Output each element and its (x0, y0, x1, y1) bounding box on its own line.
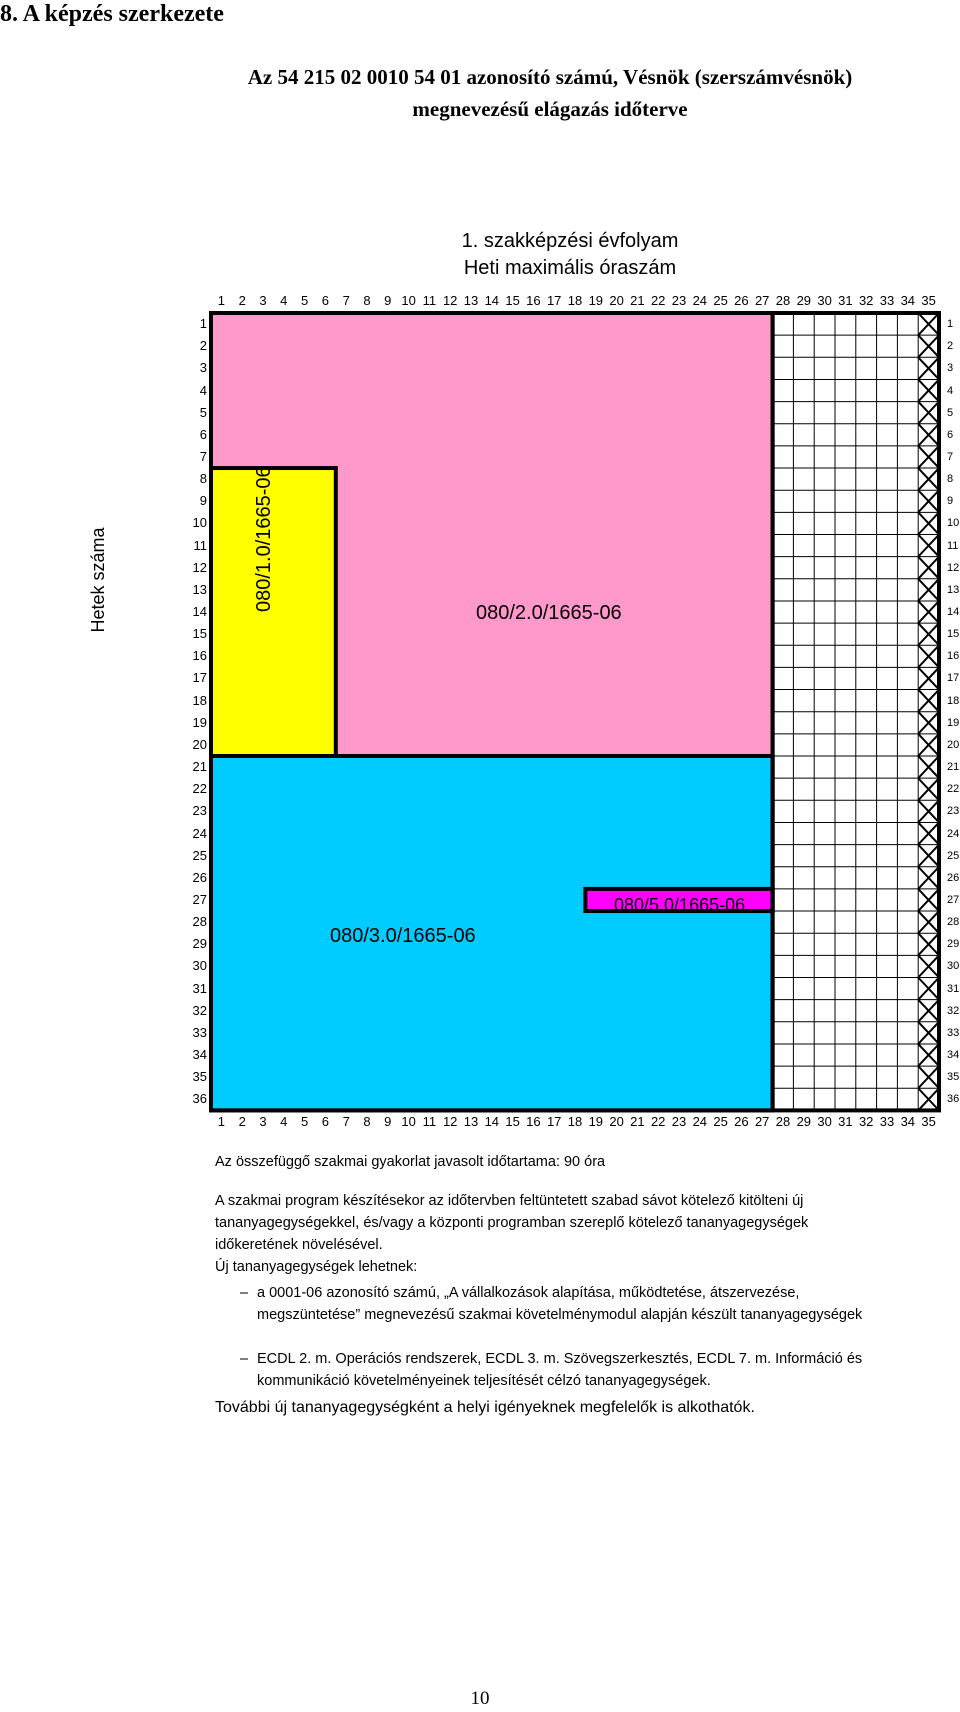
row-label-left: 35 (192, 1069, 207, 1085)
column-label-top: 31 (838, 293, 853, 308)
row-label-right: 24 (947, 827, 960, 840)
row-label-left: 13 (192, 581, 207, 597)
column-label-top: 20 (609, 293, 624, 308)
column-label-top: 12 (442, 293, 458, 308)
bullet1-line-1: a 0001-06 azonosító számú, „A vállalkozások alapítása, működtetése, átszervezése, (257, 1285, 800, 1301)
column-label-top: 22 (650, 293, 666, 308)
row-label-left: 25 (192, 847, 207, 863)
row-label-left: 7 (199, 448, 207, 464)
row-label-left: 16 (192, 648, 207, 664)
page-number: 10 (470, 1688, 490, 1709)
row-label-left: 8 (199, 471, 207, 487)
row-label-left: 12 (192, 559, 207, 575)
column-label-bottom: 25 (713, 1114, 728, 1130)
column-label-bottom: 1 (217, 1114, 225, 1130)
row-label-right: 15 (947, 628, 960, 641)
column-label-top: 26 (734, 293, 749, 308)
row-label-left: 19 (192, 714, 207, 730)
bullet1-line-2: megszüntetése” megnevezésű szakmai követelménymodul alapján készült tananyagegységek (257, 1307, 863, 1323)
column-label-bottom: 17 (546, 1114, 562, 1130)
row-label-left: 3 (199, 360, 207, 376)
block-label-080-3: 080/3.0/1665-06 (330, 925, 476, 947)
row-label-right: 35 (947, 1071, 960, 1084)
column-label-bottom: 32 (858, 1114, 874, 1130)
row-label-right: 23 (947, 805, 960, 818)
paragraph-line-1: A szakmai program készítésekor az időtervben feltüntetett szabad sávot kötelező kitölteni új (215, 1193, 804, 1209)
column-label-bottom: 13 (463, 1114, 479, 1130)
column-label-top: 19 (588, 293, 604, 308)
row-label-left: 34 (192, 1047, 207, 1063)
row-label-right: 21 (947, 761, 960, 774)
row-label-left: 30 (192, 958, 207, 974)
column-label-bottom: 7 (342, 1114, 350, 1130)
row-label-right: 14 (947, 606, 960, 619)
column-label-bottom: 10 (401, 1114, 416, 1130)
row-label-right: 29 (947, 938, 960, 951)
row-label-right: 3 (947, 362, 954, 375)
row-label-left: 17 (192, 670, 207, 686)
column-label-top: 11 (422, 293, 437, 308)
row-label-left: 9 (199, 493, 207, 509)
column-label-top: 29 (796, 293, 812, 308)
column-label-top: 9 (384, 293, 392, 308)
row-label-left: 15 (192, 626, 207, 642)
row-label-left: 20 (192, 736, 207, 752)
column-label-bottom: 22 (650, 1114, 666, 1130)
row-label-left: 18 (192, 692, 207, 708)
chart-caption-grade: 1. szakképzési évfolyam (461, 230, 679, 252)
column-label-top: 4 (280, 293, 288, 308)
row-label-left: 14 (192, 604, 207, 620)
row-label-right: 27 (947, 893, 960, 906)
column-label-top: 6 (321, 293, 329, 308)
column-label-bottom: 23 (671, 1114, 687, 1130)
column-label-bottom: 28 (775, 1114, 791, 1130)
closing-line: További új tananyagegységként a helyi igényeknek megfelelők is alkothatók. (215, 1399, 755, 1416)
row-label-right: 5 (947, 406, 954, 419)
row-label-right: 32 (947, 1004, 960, 1017)
row-label-left: 1 (199, 316, 207, 332)
column-label-top: 34 (900, 293, 916, 308)
row-label-right: 10 (947, 517, 960, 530)
column-label-bottom: 19 (588, 1114, 604, 1130)
row-label-left: 21 (192, 759, 207, 775)
row-label-left: 24 (192, 825, 207, 841)
row-label-left: 32 (192, 1002, 207, 1018)
row-label-left: 29 (192, 936, 207, 952)
row-label-right: 34 (947, 1049, 960, 1062)
row-label-right: 28 (947, 916, 960, 929)
row-label-right: 31 (947, 982, 960, 995)
row-label-left: 10 (192, 515, 207, 531)
row-label-right: 11 (947, 539, 959, 552)
document-title-line2: megnevezésű elágazás időterve (412, 97, 688, 121)
column-label-top: 23 (671, 293, 687, 308)
row-label-right: 18 (947, 694, 960, 707)
column-label-bottom: 21 (630, 1114, 645, 1130)
column-label-top: 17 (546, 293, 562, 308)
paragraph-line-2: tananyagegységekkel, és/vagy a központi programban szereplő kötelező tananyagegységek (215, 1215, 809, 1231)
column-label-bottom: 5 (300, 1114, 309, 1130)
column-label-bottom: 2 (238, 1114, 246, 1130)
column-label-bottom: 26 (734, 1114, 749, 1130)
column-label-bottom: 3 (259, 1114, 267, 1130)
bullet2-line-2: kommunikáció követelményeinek teljesítését célzó tananyagegységek. (257, 1373, 711, 1389)
row-label-right: 7 (947, 450, 954, 463)
column-label-top: 25 (713, 293, 728, 308)
column-label-bottom: 24 (692, 1114, 708, 1130)
column-label-bottom: 34 (900, 1114, 916, 1130)
row-label-right: 19 (947, 716, 960, 729)
row-label-right: 8 (947, 473, 954, 486)
column-label-top: 2 (238, 293, 246, 308)
weeks-axis-label: Hetek száma (88, 527, 108, 633)
row-label-right: 30 (947, 960, 960, 973)
row-label-left: 28 (192, 914, 207, 930)
column-label-top: 33 (879, 293, 895, 308)
row-label-left: 36 (192, 1091, 207, 1107)
row-label-right: 13 (947, 583, 960, 596)
column-label-bottom: 6 (321, 1114, 329, 1130)
column-label-top: 32 (858, 293, 874, 308)
column-label-top: 8 (363, 293, 371, 308)
column-label-top: 21 (630, 293, 645, 308)
column-label-bottom: 11 (422, 1114, 437, 1130)
column-label-bottom: 29 (796, 1114, 812, 1130)
column-label-bottom: 18 (567, 1114, 583, 1130)
block-label-080-2: 080/2.0/1665-06 (476, 602, 622, 624)
column-label-bottom: 15 (505, 1114, 520, 1130)
row-label-right: 20 (947, 738, 960, 751)
column-label-bottom: 12 (442, 1114, 458, 1130)
block-080-3 (211, 756, 773, 1110)
row-label-right: 36 (947, 1093, 960, 1106)
row-label-right: 9 (947, 495, 954, 508)
bullet-dash-1: – (240, 1285, 249, 1301)
column-label-bottom: 9 (384, 1114, 392, 1130)
row-label-left: 4 (199, 382, 207, 398)
column-label-bottom: 20 (609, 1114, 624, 1130)
row-label-right: 22 (947, 783, 960, 796)
row-label-right: 26 (947, 871, 960, 884)
column-label-top: 10 (401, 293, 416, 308)
row-label-left: 33 (192, 1024, 207, 1040)
block-label-080-5: 080/5.0/1665-06 (614, 895, 746, 915)
row-label-left: 11 (193, 537, 207, 553)
row-label-right: 2 (947, 340, 954, 353)
row-label-left: 27 (192, 891, 207, 907)
column-label-top: 3 (259, 293, 267, 308)
paragraph-line-4: Új tananyagegységek lehetnek: (215, 1259, 418, 1275)
column-label-top: 7 (342, 293, 350, 308)
column-label-top: 18 (567, 293, 583, 308)
row-label-left: 22 (192, 781, 207, 797)
column-label-bottom: 31 (838, 1114, 853, 1130)
column-label-top: 15 (505, 293, 520, 308)
block-label-080-1: 080/1.0/1665-06 (253, 466, 275, 612)
column-label-bottom: 16 (526, 1114, 541, 1130)
row-label-right: 6 (947, 428, 954, 441)
section-heading: 8. A képzés szerkezete (0, 1, 224, 27)
row-label-left: 5 (199, 404, 207, 420)
column-label-top: 27 (754, 293, 770, 308)
column-label-bottom: 27 (754, 1114, 770, 1130)
column-label-bottom: 35 (921, 1114, 936, 1130)
row-label-left: 23 (192, 803, 207, 819)
row-label-right: 25 (947, 849, 960, 862)
column-label-top: 14 (484, 293, 500, 308)
row-label-left: 31 (192, 980, 207, 996)
column-label-top: 35 (921, 293, 936, 308)
row-label-left: 6 (199, 426, 207, 442)
column-label-bottom: 4 (280, 1114, 288, 1130)
column-label-top: 24 (692, 293, 708, 308)
column-label-bottom: 30 (817, 1114, 832, 1130)
paragraph-line-3: időkeretének növelésével. (215, 1237, 383, 1253)
document-title-line1: Az 54 215 02 0010 54 01 azonosító számú, Vésnök (szerszámvésnök) (247, 65, 853, 89)
row-label-right: 33 (947, 1026, 960, 1039)
row-label-right: 12 (947, 561, 960, 574)
row-label-right: 1 (947, 318, 954, 331)
row-label-right: 4 (947, 384, 954, 397)
chart-caption-hours: Heti maximális óraszám (463, 257, 677, 279)
column-label-top: 5 (300, 293, 309, 308)
column-label-top: 30 (817, 293, 832, 308)
column-label-top: 13 (463, 293, 479, 308)
bullet2-line-1: ECDL 2. m. Operációs rendszerek, ECDL 3. m. Szövegszerkesztés, ECDL 7. m. Információ és (257, 1351, 863, 1367)
practice-note: Az összefüggő szakmai gyakorlat javasolt időtartama: 90 óra (215, 1154, 606, 1170)
row-label-right: 17 (947, 672, 960, 685)
column-label-top: 1 (217, 293, 225, 308)
row-label-left: 2 (199, 338, 207, 354)
column-label-top: 28 (775, 293, 791, 308)
column-label-bottom: 33 (879, 1114, 895, 1130)
bullet-dash-2: – (240, 1351, 249, 1367)
column-label-bottom: 14 (484, 1114, 500, 1130)
column-label-top: 16 (526, 293, 541, 308)
column-label-bottom: 8 (363, 1114, 371, 1130)
row-label-left: 26 (192, 869, 207, 885)
row-label-right: 16 (947, 650, 960, 663)
